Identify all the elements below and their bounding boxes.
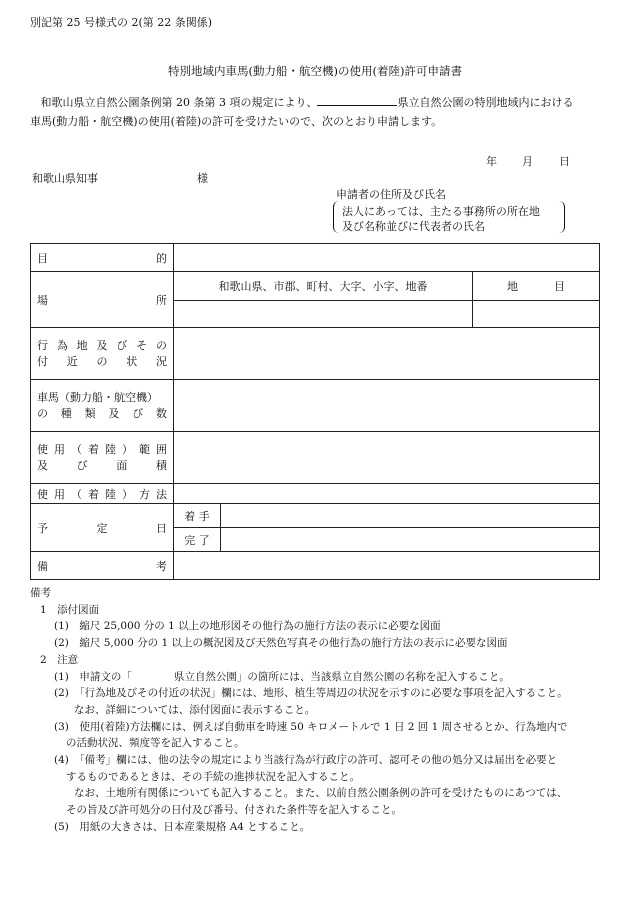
land-category-header [473,272,600,301]
label-char: 及 [108,406,120,420]
label-char: 日 [156,521,167,535]
applicant-heading: 申請者の住所及び氏名 [336,188,446,201]
label-char: 積 [155,458,167,472]
note-caution-1: (1) 申請文の「 県立自然公園」の箇所には、当該県立自然公園の名称を記入すること。 [54,670,510,683]
note-caution-4b: するものであるときは、その手続の進捗状況を記入すること。 [66,770,360,783]
date-year: 年 [486,155,497,168]
note-caution-4: (4) 「備考」欄には、他の法令の規定により当該行為が行政庁の許可、認可その他の処分又は届出を必要と [54,754,558,767]
note-caution-2b: なお、詳細については、添付図面に表示すること。 [74,703,316,716]
label-char: 状 [126,354,138,368]
note-caution-4d: その旨及び許可処分の日付及び番号、付された条件等を記入すること。 [66,804,402,817]
input-remarks[interactable] [174,552,600,580]
date-day: 日 [559,155,570,168]
label-char: び [132,406,144,420]
note-caution-4c: なお、土地所有関係についても記入すること。また、以前自然公園条例の許可を受けたものにあつては、 [74,787,568,800]
label-char: 備 [37,559,48,573]
form-reference: 別記第 25 号様式の 2(第 22 条関係) [30,16,213,29]
label-char: （ [71,487,82,501]
input-use-range[interactable] [174,432,600,484]
label-char: 類 [84,406,96,420]
addressee: 和歌山県知事 [32,172,98,185]
label-site-condition [31,328,174,380]
place-address-header: 和歌山県、市郡、町村、大字、小字、地番 [174,272,473,301]
input-purpose[interactable] [174,244,600,272]
label-char: 使 [37,487,48,501]
label-char: 面 [116,458,128,472]
label-char: 地 [76,338,88,352]
note-attachment-2: (2) 縮尺 5,000 分の 1 以上の概況図及び天然色写真その他行為の施行方法の表示に必要な図面 [54,637,508,650]
label-char: 為 [56,338,68,352]
label-vehicle-type: 車馬（動力船・航空機） の 種 類 及 び 数 [31,380,174,432]
label-char: ） [122,487,133,501]
label-char: び [76,458,88,472]
label-use-method [31,484,174,504]
label-place [31,272,174,328]
label-char: の [37,406,48,420]
label-char: 使 [37,442,48,456]
label-char: 場 [37,293,48,307]
application-table [30,243,600,580]
label-char: 地 [507,280,518,293]
input-site-condition[interactable] [174,328,600,380]
label-char: 行 [37,338,48,352]
applicant-note-line2: 及び名称並びに代表者の氏名 [342,220,485,233]
label-char: 目 [37,251,48,265]
label-char: 範 [139,442,150,456]
note-caution-2: (2) 「行為地及びその付近の状況」欄には、地形、植生等周辺の状況を示すのに必要な事項を記入すること。 [54,687,568,700]
label-char: 陸 [105,442,116,456]
note-cautions: 2 注意 [40,653,79,666]
input-use-method[interactable] [174,484,600,504]
form-title: 特別地域内車馬(動力船・航空機)の使用(着陸)許可申請書 [168,64,462,78]
honorific: 様 [197,172,208,185]
label-char: の [155,338,167,352]
label-char: 陸 [105,487,116,501]
label-char: 囲 [156,442,167,456]
label-char: ） [122,442,133,456]
intro-text [30,93,573,131]
intro-line2: 車馬(動力船・航空機)の使用(着陸)の許可を受けたいので、次のとおり申請します。 [30,115,443,128]
label-schedule [31,504,174,552]
note-attachment-1: (1) 縮尺 25,000 分の 1 以上の地形図その他行為の施行方法の表示に必要な図面 [54,620,441,633]
label-char: （ [71,442,82,456]
label-char: 的 [156,251,167,265]
label-char: 用 [54,442,65,456]
note-caution-3b: の活動状況、頻度等を記入すること。 [66,737,245,750]
date-month: 月 [522,155,533,168]
input-vehicle-type[interactable] [174,380,600,432]
label-char: び [116,338,128,352]
label-char: 法 [156,487,167,501]
label-char: 方 [139,487,150,501]
label-char: 考 [156,559,167,573]
label-char: 及 [96,338,108,352]
label-char: 着 [88,442,99,456]
intro-line1-post: 県立自然公園の特別地域内における [397,96,574,109]
label-start: 着 手 [174,504,221,528]
input-land-category[interactable] [473,301,600,328]
notes-section [30,585,610,836]
label-char: 及 [37,458,48,472]
label-char: 近 [66,354,78,368]
label-char: 定 [96,521,108,535]
input-start-date[interactable] [221,504,600,528]
label-finish: 完 了 [174,528,221,552]
label-char: 数 [155,406,167,420]
note-caution-3: (3) 使用(着陸)方法欄には、例えば自動車を時速 50 キロメートルで 1 日 2 回 1 周させるとか、行為地内で [54,720,568,733]
park-name-blank[interactable] [317,93,397,106]
label-char: 目 [554,280,566,293]
intro-line1-pre: 和歌山県立自然公園条例第 20 条第 3 項の規定により、 [40,96,318,109]
label-char: 況 [156,354,167,368]
note-caution-5: (5) 用紙の大きさは、日本産業規格 A4 とすること。 [54,820,311,833]
applicant-note-line1: 法人にあっては、主たる事務所の所在地 [342,205,540,218]
note-attachments: 1 添付図面 [40,603,100,616]
label-char: 着 [88,487,99,501]
label-char: 予 [37,521,48,535]
input-place-address[interactable] [174,301,473,328]
label-char: 所 [156,293,167,307]
input-finish-date[interactable] [221,528,600,552]
label-char: の [96,354,108,368]
label-char: 付 [37,354,48,368]
label-char: 用 [54,487,65,501]
label-remarks [31,552,174,580]
label-char: 種 [60,406,72,420]
label-use-range [31,432,174,484]
notes-heading: 備考 [30,587,51,599]
label-purpose [31,244,174,272]
label-char: そ [136,338,148,352]
